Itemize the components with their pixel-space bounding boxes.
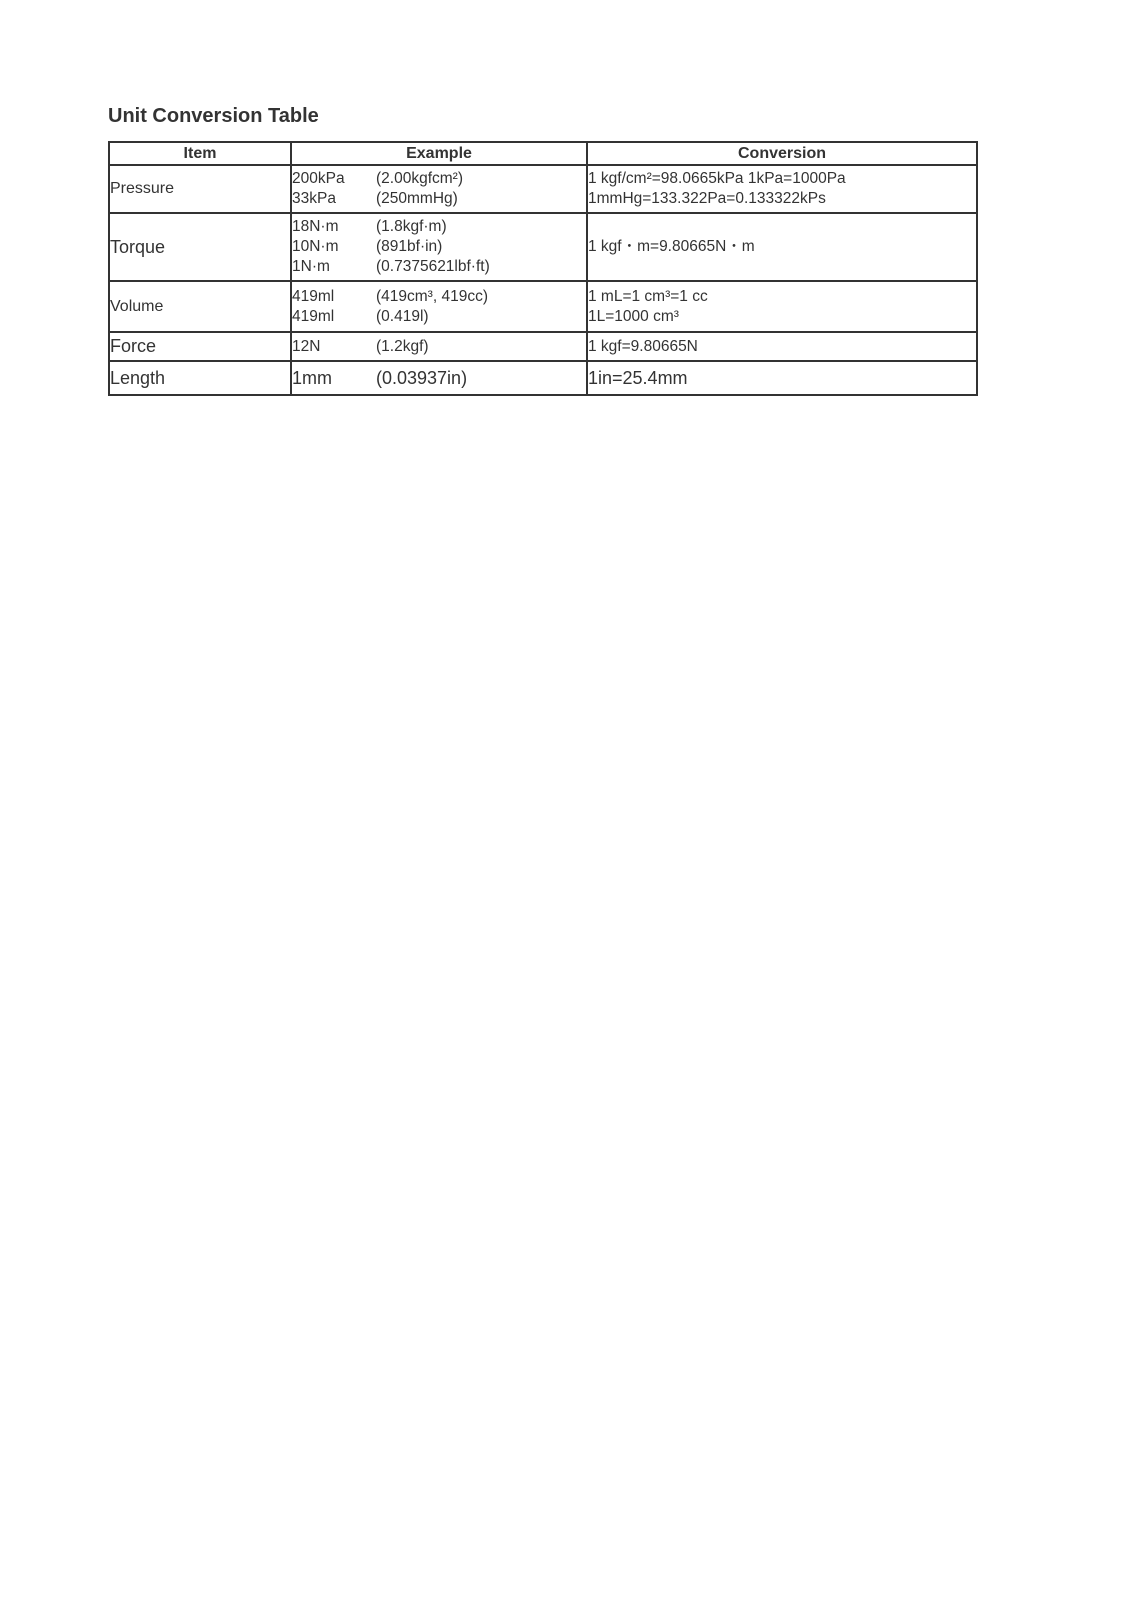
unit-conversion-table [108, 141, 978, 396]
table-row-length [109, 361, 977, 395]
conversion-line: 1 kgf・m=9.80665N・m [588, 238, 755, 255]
example-value: 1N·m [292, 258, 330, 275]
conversion-cell [587, 281, 977, 332]
example-line [292, 367, 586, 389]
conversion-cell [587, 213, 977, 281]
page-title: Unit Conversion Table [108, 105, 319, 127]
example-line [292, 189, 586, 209]
example-cell [291, 332, 587, 361]
example-value: 1mm [292, 368, 332, 388]
example-cell [291, 361, 587, 395]
example-line [292, 237, 586, 257]
table-row-force [109, 332, 977, 361]
example-value: 419ml [292, 287, 335, 305]
table-header-row [109, 142, 977, 165]
example-cell [291, 165, 587, 213]
example-value: 33kPa [292, 190, 336, 207]
conversion-line: 1in=25.4mm [588, 368, 688, 388]
conversion-line: 1mmHg=133.322Pa=0.133322kPs [588, 190, 826, 207]
header-example: Example [291, 142, 587, 165]
conversion-cell [587, 361, 977, 395]
conversion-cell [587, 332, 977, 361]
example-cell [291, 213, 587, 281]
conversion-cell [587, 165, 977, 213]
example-equivalent: (419cm³, 419cc) [376, 287, 488, 305]
example-equivalent: (2.00kgfcm²) [376, 170, 463, 187]
header-conversion: Conversion [587, 142, 977, 165]
example-equivalent: (0.7375621lbf·ft) [376, 258, 490, 275]
table-row-pressure [109, 165, 977, 213]
table-row-volume [109, 281, 977, 332]
example-line [292, 287, 586, 307]
example-equivalent: (0.03937in) [376, 368, 468, 388]
example-equivalent: (891bf·in) [376, 238, 443, 255]
table-row-torque [109, 213, 977, 281]
conversion-line: 1L=1000 cm³ [588, 307, 679, 325]
conversion-line: 1 mL=1 cm³=1 cc [588, 287, 708, 305]
example-line [292, 217, 586, 237]
example-value: 419ml [292, 307, 335, 325]
example-equivalent: (1.8kgf·m) [376, 218, 447, 235]
item-cell: Pressure [109, 165, 291, 213]
item-cell: Length [109, 361, 291, 395]
item-cell: Force [109, 332, 291, 361]
example-line [292, 337, 586, 357]
example-line [292, 307, 586, 327]
example-equivalent: (1.2kgf) [376, 337, 429, 355]
example-value: 12N [292, 337, 321, 355]
conversion-line: 1 kgf=9.80665N [588, 337, 698, 355]
conversion-line: 1 kgf/cm²=98.0665kPa 1kPa=1000Pa [588, 170, 846, 187]
example-cell [291, 281, 587, 332]
example-line [292, 257, 586, 277]
item-cell: Volume [109, 281, 291, 332]
header-item: Item [109, 142, 291, 165]
example-value: 10N·m [292, 238, 339, 255]
example-line [292, 169, 586, 189]
example-value: 18N·m [292, 218, 339, 235]
example-value: 200kPa [292, 170, 345, 187]
example-equivalent: (0.419l) [376, 307, 429, 325]
item-cell: Torque [109, 213, 291, 281]
example-equivalent: (250mmHg) [376, 190, 458, 207]
